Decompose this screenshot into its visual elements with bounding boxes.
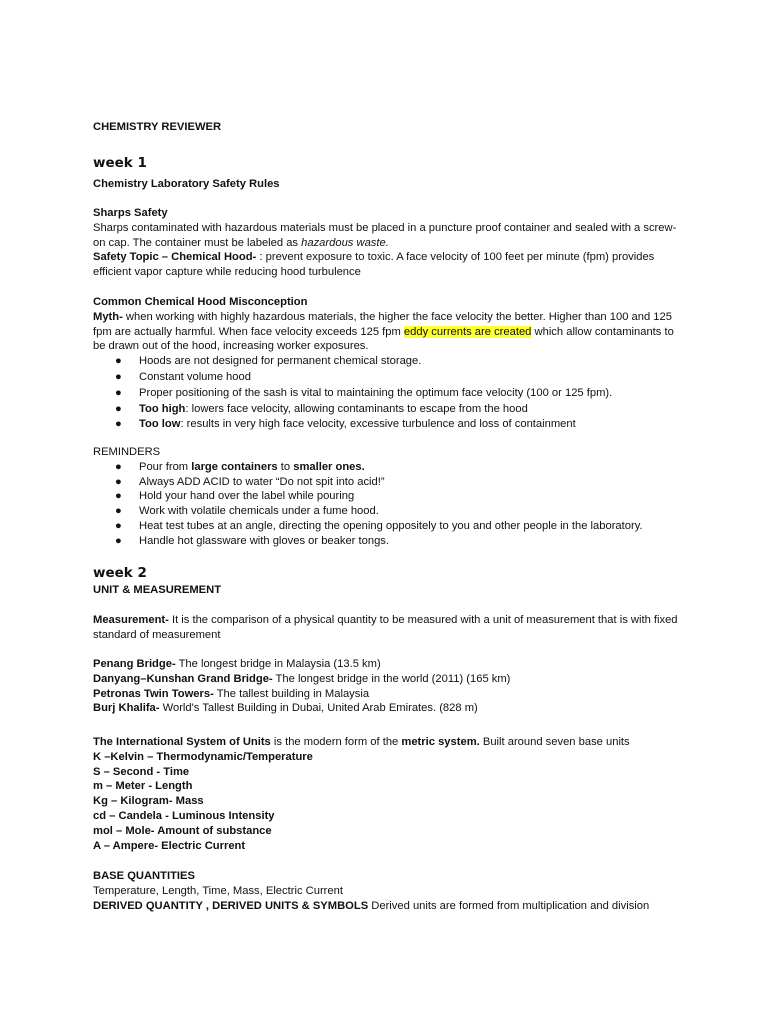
bullet-icon: ● [115,418,122,431]
si-unit-line: cd – Candela - Luminous Intensity [93,809,275,822]
reminders-heading: REMINDERS [93,446,161,458]
fact-line: Petronas Twin Towers- The tallest building in Malaysia [93,687,370,700]
safety-topic-paragraph [93,250,688,280]
bullet-icon: ● [115,490,122,503]
list-item: ● Too low: results in very high face velocity, excessive turbulence and loss of containment [115,418,576,431]
si-units-section [93,735,688,853]
reminders-list [93,460,688,549]
hazardous-waste-term: hazardous waste. [301,236,389,249]
bullet-icon: ● [115,505,122,518]
list-item: ● Handle hot glassware with gloves or beaker tongs. [115,534,389,547]
safety-topic-label: Safety Topic – Chemical Hood- [93,251,257,264]
fact-line: Penang Bridge- The longest bridge in Malaysia (13.5 km) [93,658,381,670]
week2-subtitle: UNIT & MEASUREMENT [93,584,222,596]
misconception-section [93,295,688,432]
si-unit-line: K –Kelvin – Thermodynamic/Temperature [93,750,313,763]
reminders-section [93,445,688,549]
measurement-label: Measurement- [93,614,169,626]
bullet-icon: ● [115,402,122,415]
si-unit-line: Kg – Kilogram- Mass [93,795,204,808]
myth-text-1: when working with highly hazardous materials, the higher the face velocity the better. Higher than 100 and 125 fpm are actually harmful. When face velocity exceeds 125 fpm [93,310,672,338]
sharps-heading: Sharps Safety [93,207,168,219]
week2-heading: week 2 [93,565,147,581]
measurement-text: It is the comparison of a physical quantity to be measured with a unit of measurement that is with fixed standard of measurement [93,614,678,641]
bullet-icon: ● [115,370,122,383]
fact-line: Burj Khalifa- World's Tallest Building in Dubai, United Arab Emirates. (828 m) [93,702,478,715]
week1-subtitle: Chemistry Laboratory Safety Rules [93,178,280,190]
quantities-section [93,869,688,913]
eddy-currents-highlight: eddy currents are created [403,325,532,338]
base-quantities-text: Temperature, Length, Time, Mass, Electric Current [93,884,343,897]
myth-paragraph [93,310,688,354]
si-unit-line: m – Meter - Length [93,780,193,793]
week1-heading: week 1 [93,155,147,171]
derived-text: Derived units are formed from multiplication and division [368,899,650,912]
si-unit-line: mol – Mole- Amount of substance [93,824,272,837]
myth-label: Myth- [93,310,123,323]
bullet-icon: ● [115,519,122,532]
bullet-icon: ● [115,460,122,473]
sharps-paragraph [93,221,688,251]
list-item: ● Too high: lowers face velocity, allowing contaminants to escape from the hood [115,402,528,415]
fact-line: Danyang–Kunshan Grand Bridge- The longest bridge in the world (2011) (165 km) [93,672,511,685]
bullet-icon: ● [115,475,122,488]
si-unit-line: S – Second - Time [93,765,190,778]
list-item: ● Hoods are not designed for permanent chemical storage. [115,355,422,368]
derived-label: DERIVED QUANTITY , DERIVED UNITS & SYMBOLS [93,899,369,912]
list-item: ● Work with volatile chemicals under a fume hood. [115,505,379,518]
list-item: ● Always ADD ACID to water “Do not spit into acid!” [115,475,385,488]
bullet-icon: ● [115,386,122,399]
bullet-icon: ● [115,534,122,547]
bullet-icon: ● [115,355,122,368]
si-unit-line: A – Ampere- Electric Current [93,839,246,852]
list-item: ● Hold your hand over the label while pouring [115,490,355,503]
document-title: CHEMISTRY REVIEWER [93,121,222,133]
list-item: ● Constant volume hood [115,370,251,383]
si-intro: The International System of Units is the modern form of the metric system. Built around seven base units [93,736,630,748]
misconception-heading: Common Chemical Hood Misconception [93,296,308,308]
measurement-paragraph [93,613,688,643]
sharps-section [93,206,688,280]
list-item: ● Pour from large containers to smaller ones. [115,460,365,473]
myth-text-2: which allow contaminants to be drawn out of the hood, increasing worker exposures. [93,325,674,353]
list-item: ● Proper positioning of the sash is vital to maintaining the optimum face velocity (100 or 125 fpm). [115,386,613,399]
sharps-text: Sharps contaminated with hazardous materials must be placed in a puncture proof container and sealed with a screw-on cap. The container must be labeled as [93,221,677,249]
list-item: ● Heat test tubes at an angle, directing the opening oppositely to you and other people in the laboratory. [115,519,643,532]
base-quantities-heading: BASE QUANTITIES [93,870,195,882]
hood-bullet-list [93,354,688,432]
facts-section [93,657,688,716]
derived-paragraph [93,899,688,914]
safety-topic-text: : prevent exposure to toxic. A face velocity of 100 feet per minute (fpm) provides efficient vapor capture while reducing hood turbulence [93,251,655,279]
